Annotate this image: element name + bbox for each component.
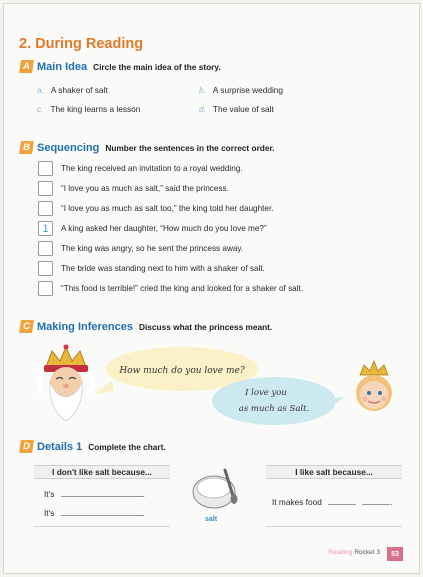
- section-d-instruction: Complete the chart.: [88, 441, 166, 452]
- section-a-name: Main Idea: [37, 60, 88, 73]
- section-a-instruction: Circle the main idea of the story.: [93, 61, 221, 72]
- answer-blank[interactable]: [328, 504, 356, 505]
- page-number: 53: [387, 547, 403, 561]
- princess-speech-bubble: [212, 377, 344, 425]
- salt-label: salt: [204, 516, 218, 523]
- sequence-item: “I love you as much as salt too,” the king told her daughter.: [38, 200, 274, 217]
- section-d-name: Details 1: [37, 440, 83, 453]
- king-speech-text: How much do you love me?: [119, 366, 245, 376]
- sequence-number-box[interactable]: [38, 161, 53, 176]
- sequence-item: The bride was standing next to him with a shaker of salt.: [38, 260, 265, 277]
- king-illustration: [39, 345, 93, 422]
- salt-shaker-illustration: [191, 462, 249, 524]
- section-c-header: [20, 320, 272, 333]
- option-c[interactable]: c. The king learns a lesson: [37, 104, 141, 114]
- footer-book: Rocket 3: [354, 549, 380, 556]
- footer-series: Reading: [328, 549, 353, 556]
- section-c-instruction: Discuss what the princess meant.: [138, 321, 273, 332]
- sequence-number-box[interactable]: [38, 241, 53, 256]
- section-d-header: [20, 440, 166, 453]
- dislike-reason-1: It's .: [44, 489, 145, 499]
- sequence-item: 1 A king asked her daughter, “How much do you love me?”: [38, 220, 267, 237]
- section-b-instruction: Number the sentences in the correct order.: [105, 142, 275, 153]
- sequence-item: “I love you as much as salt,” said the princess.: [38, 180, 229, 197]
- sequence-number-box[interactable]: 1: [38, 221, 53, 236]
- sequence-number-box[interactable]: [38, 281, 53, 296]
- sequence-number-box[interactable]: [38, 181, 53, 196]
- page-title: 2. During Reading: [19, 36, 144, 52]
- sequence-item: “This food is terrible!” cried the king and looked for a shaker of salt.: [38, 280, 303, 297]
- section-b-header: [20, 141, 275, 154]
- princess-illustration: [356, 361, 392, 411]
- section-d-badge: D: [19, 440, 34, 453]
- option-a[interactable]: a. A shaker of salt: [37, 85, 108, 95]
- section-b-badge: B: [19, 141, 34, 154]
- divider: [266, 526, 402, 527]
- dislike-column-header: I don't like salt because...: [34, 465, 170, 479]
- like-column-header: I like salt because...: [266, 465, 402, 479]
- like-reason: It makes food .: [272, 497, 393, 507]
- divider: [34, 526, 170, 527]
- workbook-page: [3, 3, 420, 574]
- option-d[interactable]: d. The value of salt: [199, 104, 274, 114]
- king-princess-illustration: [34, 339, 404, 434]
- section-c-badge: C: [19, 320, 34, 333]
- section-a-badge: A: [19, 60, 34, 73]
- answer-blank[interactable]: [362, 504, 390, 505]
- dislike-reason-2: It's .: [44, 508, 145, 518]
- section-c-name: Making Inferences: [37, 320, 133, 333]
- answer-blank[interactable]: [61, 496, 143, 497]
- page-footer: [328, 549, 385, 556]
- sequence-item: The king received an invitation to a royal wedding.: [38, 160, 243, 177]
- option-b[interactable]: b. A surprise wedding: [199, 85, 284, 95]
- sequence-number-box[interactable]: [38, 201, 53, 216]
- sequence-item: The king was angry, so he sent the princess away.: [38, 240, 243, 257]
- princess-speech-line-1: I love you: [245, 388, 287, 398]
- princess-speech-line-2: as much as Salt.: [238, 404, 310, 414]
- answer-blank[interactable]: [61, 515, 143, 516]
- section-a-header: [20, 60, 221, 73]
- sequence-number-box[interactable]: [38, 261, 53, 276]
- section-b-name: Sequencing: [37, 141, 100, 154]
